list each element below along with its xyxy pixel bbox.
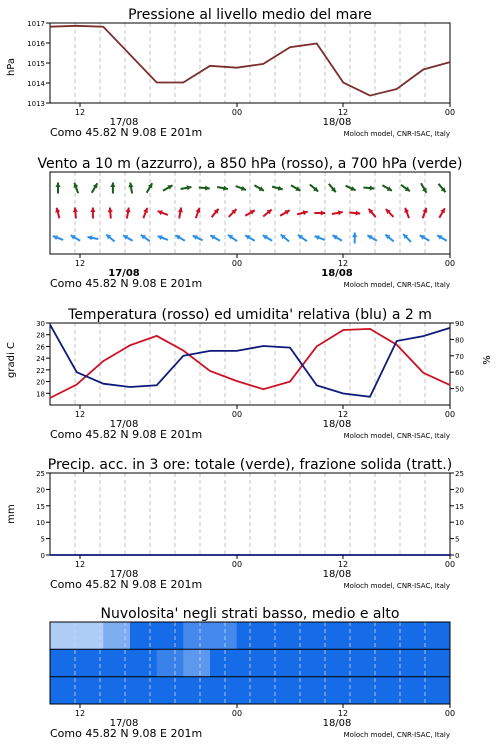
cloud-cell (50, 677, 77, 705)
wind-arrow (420, 235, 430, 241)
y-tick-label-right: 70 (455, 352, 464, 361)
wind-arrow (53, 235, 63, 240)
y-tick-label: 0 (40, 552, 45, 560)
cloud-panel (50, 606, 455, 740)
cloud-cell (370, 649, 397, 677)
cloud-cell (103, 622, 130, 650)
y-tick-label: 30 (36, 320, 45, 328)
wind-arrow (272, 186, 283, 191)
temperature-frame (50, 323, 450, 405)
cloud-cell (183, 649, 210, 677)
date-label: 17/08 (109, 117, 139, 128)
wind-arrow (439, 208, 445, 218)
wind-arrow (92, 183, 98, 193)
wind-arrow (352, 233, 357, 244)
wind-arrow (229, 209, 237, 217)
wind-arrow-head (90, 208, 95, 213)
date-label: 17/08 (109, 569, 139, 580)
wind-arrow (382, 185, 392, 191)
wind-arrow (236, 186, 246, 191)
cloud-cell (130, 649, 157, 677)
wind-arrow (193, 235, 203, 240)
y-tick-label: 25 (36, 470, 45, 478)
wind-arrow (128, 183, 133, 194)
cloud-cell (210, 649, 237, 677)
wind-arrow-head (370, 185, 375, 190)
wind-arrow (349, 210, 360, 215)
y-tick-label: 1016 (27, 40, 45, 48)
y-tick-label-right: 0 (455, 552, 460, 560)
wind-arrow (217, 186, 228, 191)
wind-arrow (71, 235, 81, 241)
model-credit: Moloch model, CNR-ISAC, Italy (343, 731, 450, 739)
temperature-ylabel: gradi C (6, 342, 17, 378)
wind-arrow (363, 185, 374, 190)
wind-arrow-head (55, 183, 60, 188)
cloud-cell (183, 622, 210, 650)
wind-arrow (228, 235, 237, 241)
wind-arrow-head (73, 208, 78, 213)
y-tick-label-right: 15 (455, 502, 464, 511)
y-tick-label: 20 (36, 378, 45, 387)
model-credit: Moloch model, CNR-ISAC, Italy (343, 130, 450, 138)
cloud-cell (423, 677, 450, 705)
date-label: 18/08 (322, 117, 352, 128)
date-label: 17/08 (109, 419, 139, 430)
y-tick-label-right: 25 (455, 470, 464, 478)
cloud-cell (103, 649, 130, 677)
cloud-cell (370, 622, 397, 650)
x-tick-label: 12 (337, 108, 349, 117)
wind-arrow (310, 185, 318, 192)
wind-arrow-head (108, 208, 113, 213)
cloud-cell (290, 649, 317, 677)
date-label: 17/08 (108, 268, 140, 279)
x-tick-label: 12 (337, 560, 349, 569)
wind-arrow (298, 235, 307, 241)
cloud-cell (423, 649, 450, 677)
temperature-title: Temperatura (rosso) ed umidita' relativa (blu) a 2 m (68, 307, 432, 323)
y-tick-label-right: 90 (455, 320, 464, 328)
x-tick-label: 00 (231, 259, 243, 268)
model-credit: Moloch model, CNR-ISAC, Italy (343, 432, 450, 440)
x-tick-label: 00 (444, 709, 456, 718)
date-label: 17/08 (109, 718, 139, 729)
location-label: Como 45.82 N 9.08 E 201m (50, 277, 203, 290)
wind-arrow (178, 208, 183, 219)
wind-arrow (158, 210, 168, 215)
x-tick-label: 00 (231, 410, 243, 419)
cloud-cell (343, 677, 370, 705)
wind-arrow (385, 234, 393, 241)
wind-arrow (110, 183, 115, 194)
cloud-cell (397, 677, 424, 705)
cloud-cell (423, 622, 450, 650)
y-tick-label: 5 (40, 535, 45, 544)
y-tick-label-right: 80 (455, 336, 464, 345)
wind-arrow (108, 208, 113, 219)
wind-arrow (55, 208, 60, 219)
wind-arrow (280, 210, 290, 216)
wind-arrow (163, 185, 173, 191)
y-tick-label: 18 (36, 390, 45, 399)
y-tick-label: 24 (36, 355, 45, 364)
cloud-title: Nuvolosita' negli strati basso, medio e alto (100, 606, 400, 622)
x-tick-label: 12 (337, 709, 349, 718)
cloud-cell (370, 677, 397, 705)
pressure-panel (6, 7, 455, 139)
y-tick-label: 20 (36, 486, 45, 495)
wind-arrow (401, 185, 410, 191)
cloud-cell (343, 622, 370, 650)
y-tick-label: 26 (36, 343, 45, 352)
cloud-cell (397, 622, 424, 650)
y-tick-label-right: 50 (455, 385, 464, 394)
y-tick-label: 1013 (27, 100, 45, 108)
wind-arrow (73, 208, 78, 219)
y-tick-label: 15 (36, 502, 45, 511)
wind-arrow (314, 210, 325, 215)
wind-arrow (141, 235, 150, 241)
cloud-cell (397, 649, 424, 677)
wind-arrow-head (352, 233, 357, 238)
wind-arrow (329, 184, 336, 192)
wind-arrow (212, 209, 219, 217)
wind-arrow (437, 235, 447, 241)
cloud-cell (317, 649, 344, 677)
wind-arrow (403, 234, 411, 242)
x-tick-label: 00 (231, 709, 243, 718)
cloud-cell (157, 677, 184, 705)
date-label: 18/08 (322, 569, 352, 580)
precipitation-ylabel: mm (6, 504, 17, 524)
pressure-ylabel: hPa (6, 57, 17, 77)
wind-arrow (74, 183, 79, 193)
cloud-cell (290, 622, 317, 650)
y-tick-label-right: 20 (455, 486, 464, 495)
cloud-cell (130, 677, 157, 705)
precipitation-frame (50, 473, 450, 555)
cloud-cell (263, 677, 290, 705)
wind-arrow (55, 183, 60, 194)
cloud-cell (317, 677, 344, 705)
date-label: 18/08 (322, 419, 352, 430)
cloud-cell (263, 649, 290, 677)
location-label: Como 45.82 N 9.08 E 201m (50, 428, 203, 441)
cloud-cell (103, 677, 130, 705)
x-tick-label: 00 (444, 560, 456, 569)
x-tick-label: 00 (444, 410, 456, 419)
cloud-cell (130, 622, 157, 650)
y-tick-label: 22 (36, 366, 45, 375)
model-credit: Moloch model, CNR-ISAC, Italy (343, 281, 450, 289)
wind-arrow (125, 208, 130, 219)
wind-arrow (87, 235, 98, 240)
cloud-cell (290, 677, 317, 705)
y-tick-label-right: 5 (455, 535, 460, 544)
wind-arrow (439, 184, 446, 192)
y-tick-label: 1017 (27, 20, 45, 28)
wind-arrow (263, 235, 273, 241)
wind-arrow (254, 185, 264, 191)
cloud-cell (157, 649, 184, 677)
cloud-cell (183, 677, 210, 705)
wind-arrow (263, 209, 272, 216)
wind-arrow (404, 208, 409, 218)
x-tick-label: 00 (231, 560, 243, 569)
wind-arrow (367, 235, 377, 241)
wind-arrow (346, 186, 356, 191)
wind-arrow (281, 234, 289, 241)
humidity-ylabel: % (482, 355, 493, 365)
date-label: 18/08 (321, 268, 353, 279)
cloud-cell (210, 622, 237, 650)
wind-arrow (90, 208, 95, 219)
pressure-title: Pressione al livello medio del mare (128, 7, 372, 23)
location-label: Como 45.82 N 9.08 E 201m (50, 578, 203, 591)
model-credit: Moloch model, CNR-ISAC, Italy (343, 582, 450, 590)
wind-arrow (297, 210, 308, 215)
x-tick-label: 00 (231, 108, 243, 117)
x-tick-label: 00 (444, 108, 456, 117)
wind-arrow (315, 235, 325, 240)
wind-arrow (175, 235, 185, 241)
x-tick-label: 12 (74, 108, 86, 117)
y-tick-label: 10 (36, 519, 45, 528)
x-tick-label: 12 (74, 560, 86, 569)
wind-arrow (421, 183, 427, 193)
x-tick-label: 12 (74, 259, 86, 268)
wind-panel (37, 156, 462, 290)
wind-arrow (147, 183, 153, 193)
wind-arrow (333, 235, 343, 241)
cloud-cell (50, 649, 77, 677)
x-tick-label: 12 (74, 410, 86, 419)
wind-arrow (199, 185, 210, 190)
wind-arrow (291, 185, 301, 191)
date-label: 18/08 (322, 718, 352, 729)
x-tick-label: 12 (337, 410, 349, 419)
precipitation-title: Precip. acc. in 3 ore: totale (verde), frazione solida (tratt.) (47, 457, 453, 473)
wind-arrow (210, 235, 220, 241)
wind-title: Vento a 10 m (azzurro), a 850 hPa (rosso), a 700 hPa (verde) (37, 156, 463, 172)
wind-arrow (143, 208, 148, 218)
y-tick-label: 1015 (27, 60, 45, 68)
x-tick-label: 12 (74, 709, 86, 718)
x-tick-label: 12 (337, 259, 349, 268)
wind-arrow (386, 209, 394, 217)
wind-arrow (106, 234, 114, 241)
cloud-cell (317, 622, 344, 650)
cloud-cell (210, 677, 237, 705)
cloud-cell (50, 622, 77, 650)
precipitation-panel (6, 457, 464, 591)
wind-arrow (158, 235, 168, 240)
wind-arrow-head (205, 185, 210, 190)
location-label: Como 45.82 N 9.08 E 201m (50, 126, 203, 139)
wind-arrow (181, 185, 192, 190)
wind-arrow (332, 210, 343, 215)
wind-arrow-head (110, 183, 115, 188)
y-tick-label: 28 (36, 331, 45, 340)
y-tick-label-right: 60 (455, 369, 464, 378)
y-tick-label: 1014 (27, 80, 45, 88)
cloud-cell (343, 649, 370, 677)
location-label: Como 45.82 N 9.08 E 201m (50, 727, 203, 740)
cloud-cell (263, 622, 290, 650)
wind-arrow (123, 235, 133, 241)
wind-arrow-head (355, 210, 360, 215)
cloud-cell (157, 622, 184, 650)
y-tick-label-right: 10 (455, 519, 464, 528)
x-tick-label: 00 (444, 259, 456, 268)
temperature-panel (6, 307, 493, 441)
